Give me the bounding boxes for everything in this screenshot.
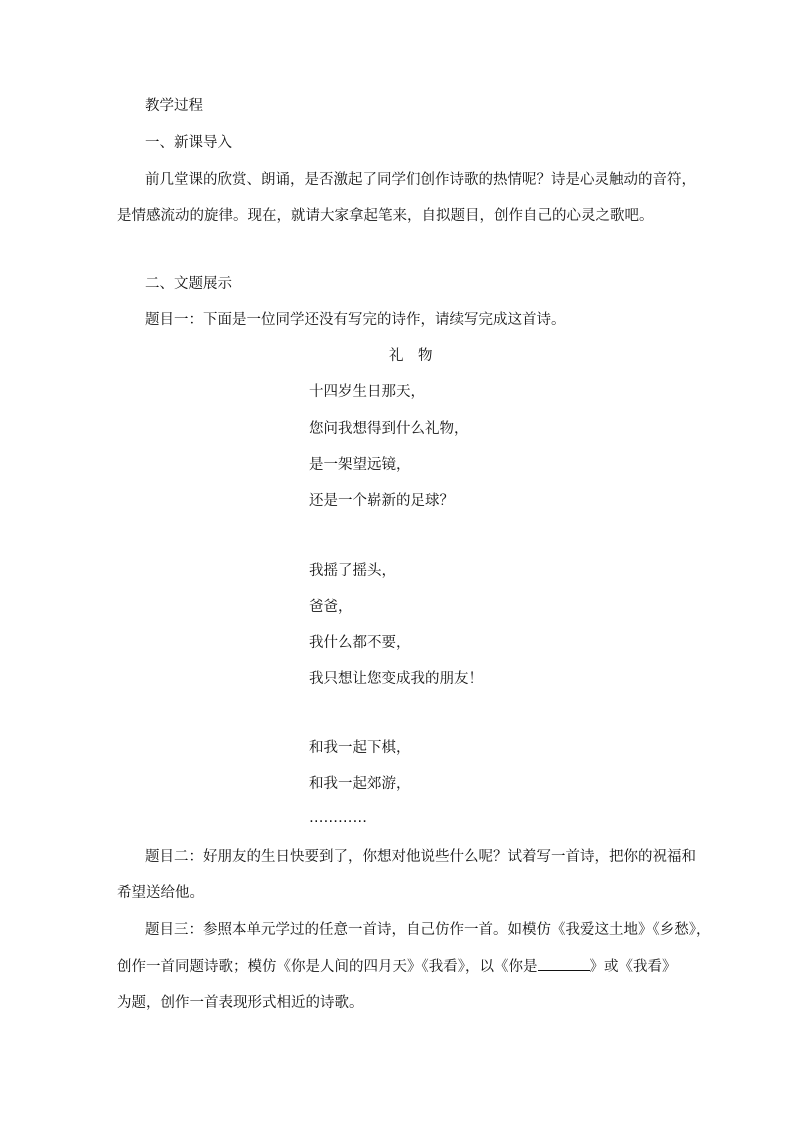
heading-teaching-process: 教学过程: [145, 98, 203, 114]
poem-line: 和我一起下棋，: [309, 740, 411, 756]
task1-intro: 题目一：下面是一位同学还没有写完的诗作，请续写完成这首诗。: [145, 312, 566, 328]
poem-ellipsis: …………: [309, 810, 367, 826]
intro-paragraph-line-1: 前几堂课的欣赏、朗诵，是否激起了同学们创作诗歌的热情呢？诗是心灵触动的音符，: [145, 172, 696, 188]
poem-line: 十四岁生日那天，: [309, 384, 425, 400]
task2-line-1: 题目二：好朋友的生日快要到了，你想对他说些什么呢？试着写一首诗，把你的祝福和: [145, 849, 696, 865]
task3-line-3: 为题，创作一首表现形式相近的诗歌。: [117, 995, 364, 1011]
section-title-topics: 二、文题展示: [145, 276, 232, 292]
task2-line-2: 希望送给他。: [117, 885, 204, 901]
poem-line: 我摇了摇头，: [309, 563, 396, 579]
poem-line: 是一架望远镜，: [309, 457, 411, 473]
poem-line: 还是一个崭新的足球？: [309, 493, 454, 509]
poem-line: 我只想让您变成我的朋友！: [309, 671, 483, 687]
poem-line: 我什么都不要，: [309, 635, 411, 651]
poem-title: 礼 物: [389, 348, 433, 364]
section-title-intro: 一、新课导入: [145, 135, 232, 151]
task3-line-2-part-b: 》或《我看》: [589, 959, 677, 975]
poem-line: 和我一起郊游，: [309, 776, 411, 792]
task3-line-2: [117, 956, 677, 977]
poem-line: 爸爸，: [309, 599, 353, 615]
task3-line-1: 题目三：参照本单元学过的任意一首诗，自己仿作一首。如模仿《我爱这土地》《乡愁》，: [145, 922, 711, 938]
task3-line-2-part-a: 创作一首同题诗歌；模仿《你是人间的四月天》《我看》，以《你是: [117, 959, 538, 975]
fill-in-blank: [538, 956, 590, 971]
poem-line: 您问我想得到什么礼物，: [309, 421, 469, 437]
intro-paragraph-line-2: 是情感流动的旋律。现在，就请大家拿起笔来，自拟题目，创作自己的心灵之歌吧。: [117, 208, 654, 224]
